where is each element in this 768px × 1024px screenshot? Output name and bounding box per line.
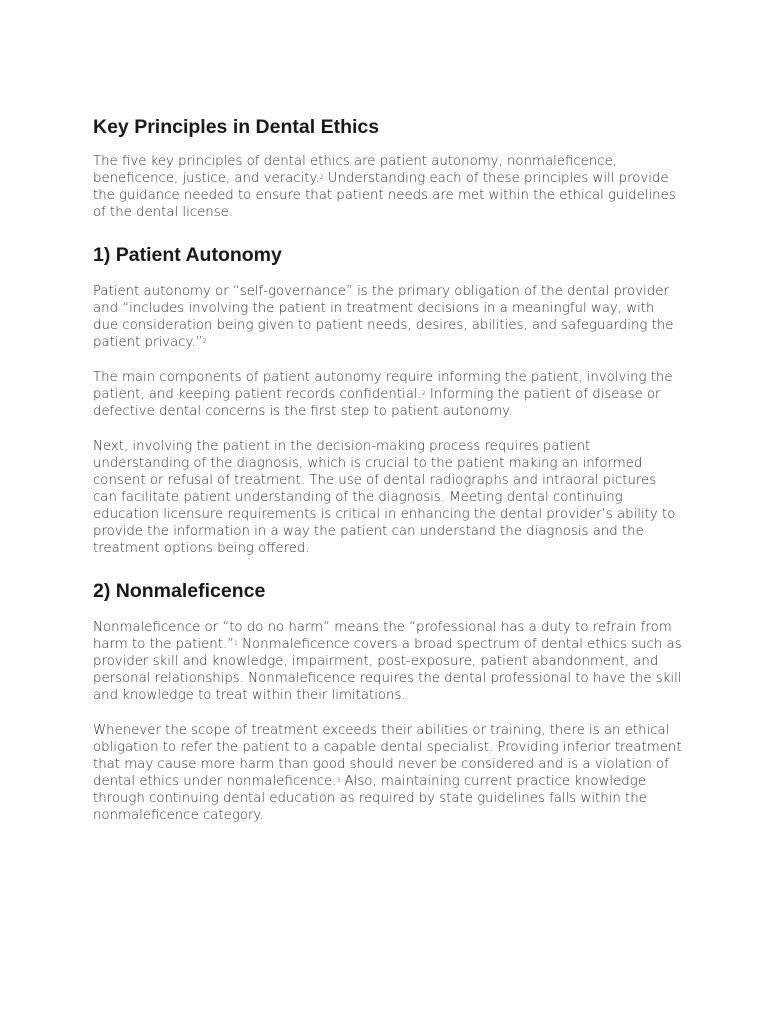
citation-ref: 2 — [202, 338, 207, 345]
citation-ref: 1 — [234, 640, 238, 647]
citation-ref: 2 — [421, 390, 426, 397]
paragraph-text-cont: Also, maintaining current practice knowledge through continuing dental education as required by state guidelines falls within the nonmaleficence category. — [93, 774, 647, 823]
citation-ref: 2 — [319, 174, 324, 181]
paragraph-text-cont: Informing the patient of disease or defective dental concerns is the first step to patient autonomy. — [93, 387, 661, 419]
document-page — [93, 112, 683, 842]
paragraph-text: Whenever the scope of treatment exceeds their abilities or training, there is an ethical obligation to refer the patient to a capable dental specialist. Providing inferior treatment that may cause more harm than good should never be considered and is a violation of dental ethics under nonmaleficence. — [93, 723, 682, 789]
section-heading-patient-autonomy: 1) Patient Autonomy — [93, 244, 282, 266]
citation-ref: 3 — [336, 777, 341, 784]
autonomy-paragraph-2 — [93, 369, 683, 420]
autonomy-paragraph-3: Next, involving the patient in the decision-making process requires patient understanding of the diagnosis, which is crucial to the patient making an informed consent or refusal of treatment. The use of dental radiographs and intraoral pictures can facilitate patient understanding of the diagnosis. Meeting dental continuing education licensure requirements is critical in enhancing the dental provider’s ability to provide the information in a way the patient can understand the diagnosis and the treatment options being offered. — [93, 439, 676, 556]
paragraph-text: Nonmaleficence or “to do no harm” means the “professional has a duty to refrain from harm to the patient.” — [93, 620, 672, 652]
paragraph-text: The main components of patient autonomy require informing the patient, involving the patient, and keeping patient records confidential. — [93, 370, 673, 402]
nonmaleficence-paragraph-1 — [93, 619, 683, 704]
page-title: Key Principles in Dental Ethics — [93, 116, 380, 138]
autonomy-paragraph-1 — [93, 283, 683, 351]
nonmaleficence-paragraph-2 — [93, 722, 683, 824]
section-heading-nonmaleficence: 2) Nonmaleficence — [93, 580, 266, 602]
intro-paragraph — [93, 153, 683, 221]
paragraph-text-cont: Nonmaleficence covers a broad spectrum of dental ethics such as provider skill and knowledge, impairment, post-exposure, patient abandonment, and personal relationships. Nonmaleficence requires the dental professional to have the skill and knowledge to treat within their limitations. — [93, 637, 682, 703]
paragraph-text: Patient autonomy or “self-governance” is the primary obligation of the dental provider and “includes involving the patient in treatment decisions in a meaningful way, with due consideration being given to patient needs, desires, abilities, and safeguarding the patient privacy.” — [93, 284, 674, 350]
intro-text: The five key principles of dental ethics are patient autonomy, nonmaleficence, beneficence, justice, and veracity. — [93, 154, 617, 186]
intro-text-cont: Understanding each of these principles will provide the guidance needed to ensure that patient needs are met within the ethical guidelines of the dental license. — [93, 171, 676, 220]
